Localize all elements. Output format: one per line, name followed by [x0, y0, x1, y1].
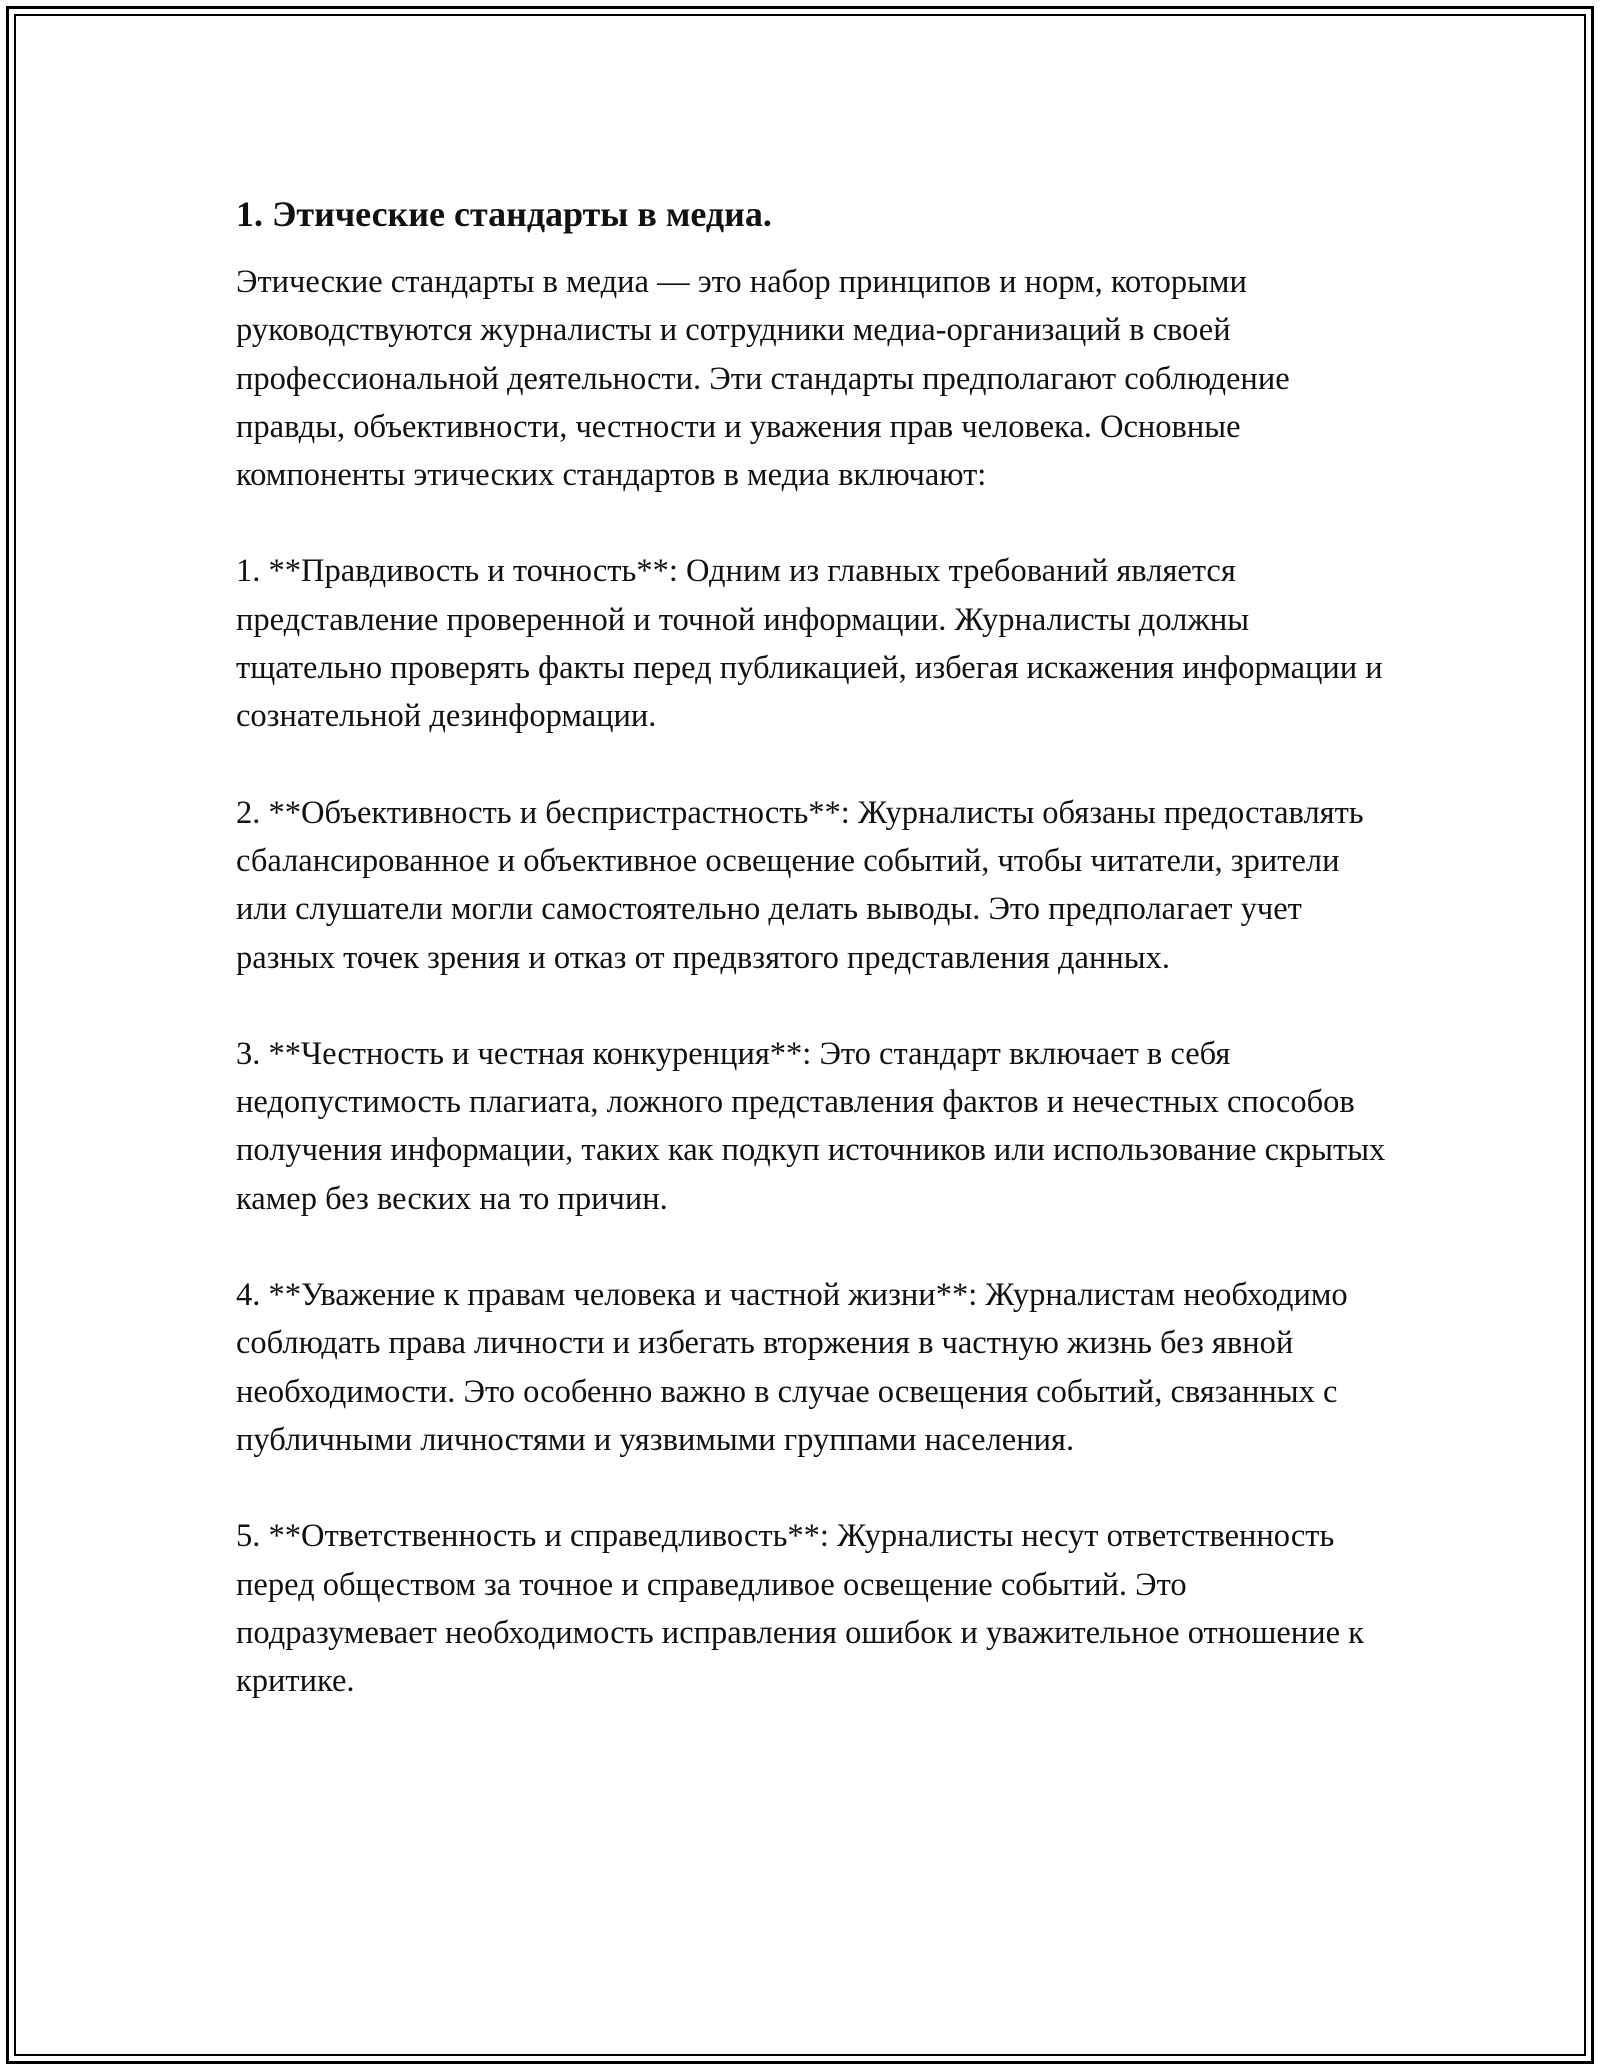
document-body [236, 190, 1386, 1753]
list-item-responsibility: 5. **Ответственность и справедливость**: Журналисты несут ответственность перед обществом за точное и справедливое освещение событий. Это подразумевает необходимость исправления ошибок и уважительное отношение к критике. [236, 1518, 1364, 1700]
list-item-privacy: 4. **Уважение к правам человека и частной жизни**: Журналистам необходимо соблюдать права личности и избегать вторжения в частную жизнь без явной необходимости. Это особенно важно в случае освещения событий, связанных с публичными личностями и уязвимыми группами населения. [236, 1277, 1348, 1458]
list-item-truthfulness: 1. **Правдивость и точность**: Одним из главных требований является представление проверенной и точной информации. Журналисты должны тщательно проверять факты перед публикацией, избегая искажения информации и сознательной дезинформации. [236, 553, 1383, 735]
list-item-objectivity: 2. **Объективность и беспристрастность**: Журналисты обязаны предоставлять сбалансированное и объективное освещение событий, чтобы читатели, зрители или слушатели могли самостоятельно делать выводы. Это предполагает учет разных точек зрения и отказ от предвзятого представления данных. [236, 794, 1364, 976]
list-item-honesty: 3. **Честность и честная конкуренция**: Это стандарт включает в себя недопустимость плагиата, ложного представления фактов и нечестных способов получения информации, таких как подкуп источников или использование скрытых камер без веских на то причин. [236, 1035, 1386, 1217]
document-title: 1. Этические стандарты в медиа. [236, 194, 772, 234]
intro-paragraph: Этические стандарты в медиа — это набор принципов и норм, которыми руководствуются журналисты и сотрудники медиа-организаций в своей профессиональной деятельности. Эти стандарты предполагают соблюдение правды, объективности, честности и уважения прав человека. Основные компоненты этических стандартов в медиа включают: [236, 264, 1290, 494]
